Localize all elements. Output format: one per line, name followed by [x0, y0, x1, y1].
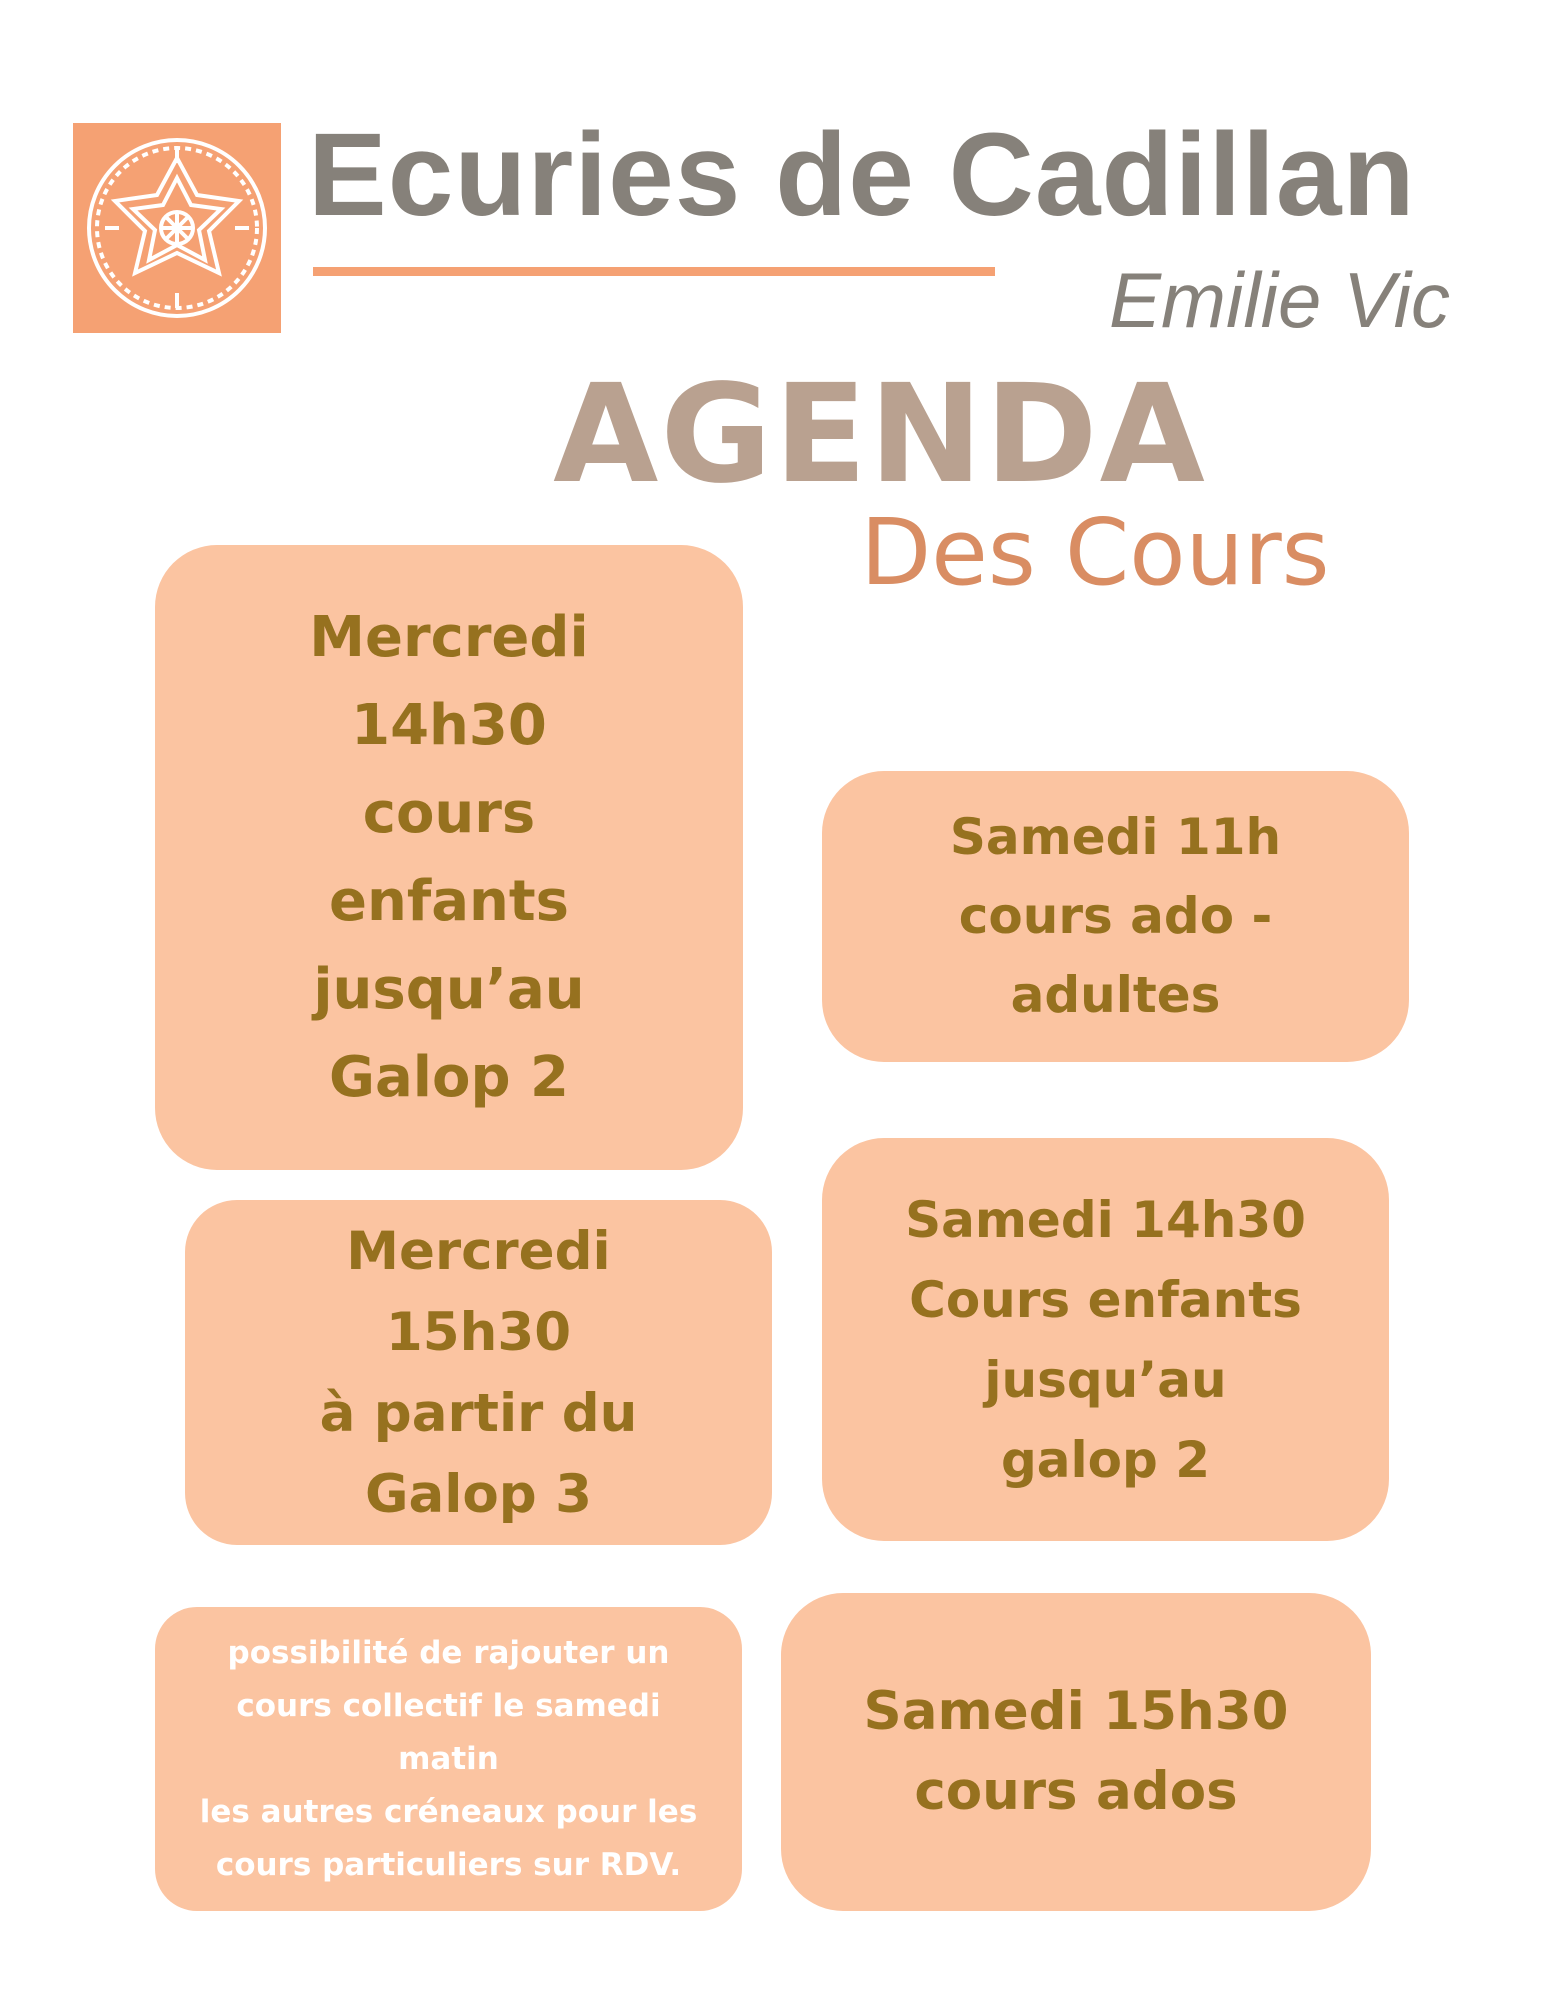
brand-subtitle: Emilie Vic [1109, 256, 1450, 344]
info-card-extra-lessons [155, 1607, 742, 1911]
card-line: enfants [329, 868, 569, 934]
logo [73, 123, 281, 333]
card-line: 15h30 [385, 1301, 572, 1363]
schedule-card-saturday-1530 [781, 1593, 1371, 1911]
flower-mandala-icon [73, 123, 281, 333]
card-line: jusqu’au [984, 1350, 1227, 1409]
brand-divider [313, 267, 995, 276]
card-line: à partir du [319, 1382, 638, 1444]
card-line: Cours enfants [909, 1270, 1302, 1329]
schedule-card-wednesday-1430 [155, 545, 743, 1170]
schedule-card-wednesday-1530 [185, 1200, 772, 1545]
card-line: Samedi 14h30 [905, 1190, 1306, 1249]
card-line: cours [362, 780, 536, 846]
page-title: AGENDA [553, 356, 1207, 514]
card-line: Mercredi [346, 1220, 611, 1282]
card-line: les autres créneaux pour les [199, 1793, 698, 1830]
card-line: jusqu’au [313, 956, 585, 1022]
card-line: cours particuliers sur RDV. [215, 1846, 682, 1883]
brand-name: Ecuries de Cadillan [308, 109, 1416, 241]
card-line: Samedi 11h [949, 808, 1282, 866]
schedule-card-saturday-11h [822, 771, 1409, 1062]
card-line: Galop 2 [329, 1044, 569, 1110]
card-line: matin [398, 1740, 499, 1777]
card-line: possibilité de rajouter un [227, 1634, 670, 1671]
page-subtitle: Des Cours [860, 499, 1330, 606]
card-line: Galop 3 [364, 1463, 593, 1525]
card-line: 14h30 [351, 692, 547, 758]
card-line: cours collectif le samedi [236, 1687, 661, 1724]
schedule-card-saturday-1430 [822, 1138, 1389, 1541]
card-line: Mercredi [309, 604, 589, 670]
card-line: Samedi 15h30 [863, 1681, 1289, 1742]
card-line: cours ado - [958, 887, 1273, 945]
card-line: adultes [1010, 966, 1221, 1024]
card-line: galop 2 [1000, 1430, 1210, 1489]
card-line: cours ados [914, 1761, 1238, 1822]
